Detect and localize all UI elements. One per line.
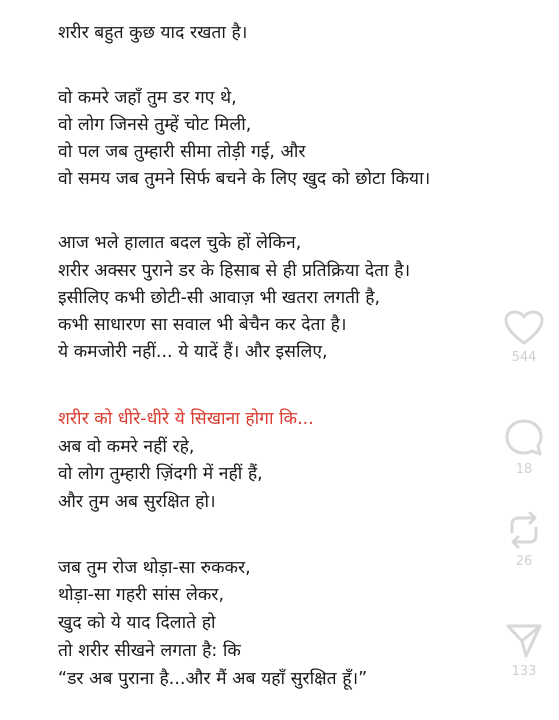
text-line: “डर अब पुराना है...और मैं अब यहाँ सुरक्षित हूँ।” <box>58 669 368 689</box>
text-line: कभी साधारण सा सवाल भी बेचैन कर देता है। <box>58 315 347 335</box>
text-line: शरीर अक्सर पुराने डर के हिसाब से ही प्रतिक्रिया देता है। <box>58 261 411 281</box>
text-line: थोड़ा-सा गहरी सांस लेकर, <box>58 585 225 605</box>
text-line: वो पल जब तुम्हारी सीमा तोड़ी गई, और <box>58 142 306 162</box>
text-line: अब वो कमरे नहीं रहे, <box>58 437 195 457</box>
text-line: वो लोग तुम्हारी ज़िंदगी में नहीं हैं, <box>58 464 263 484</box>
text-line: खुद को ये याद दिलाते हो <box>58 613 216 633</box>
heart-icon <box>504 310 544 346</box>
text-line: ये कमजोरी नहीं... ये यादें हैं। और इसलिए, <box>58 342 328 362</box>
text-line: और तुम अब सुरक्षित हो। <box>58 492 216 512</box>
text-line: इसीलिए कभी छोटी-सी आवाज़ भी खतरा लगती है, <box>58 288 381 308</box>
post-text <box>58 0 538 720</box>
text-line: वो कमरे जहाँ तुम डर गए थे, <box>58 88 237 108</box>
share-count: 133 <box>511 664 537 679</box>
share-button[interactable] <box>489 622 559 679</box>
action-rail <box>489 300 559 720</box>
send-icon <box>504 622 544 660</box>
text-line: वो लोग जिनसे तुम्हें चोट मिली, <box>58 115 252 135</box>
comment-icon <box>504 418 544 458</box>
repost-icon <box>504 510 544 550</box>
comment-button[interactable] <box>489 418 559 477</box>
repost-button[interactable] <box>489 510 559 569</box>
like-button[interactable] <box>489 310 559 365</box>
like-count: 544 <box>511 350 537 365</box>
text-line: शरीर बहुत कुछ याद रखता है। <box>58 23 248 43</box>
text-line: आज भले हालात बदल चुके हों लेकिन, <box>58 233 302 253</box>
highlight-line: शरीर को धीरे-धीरे ये सिखाना होगा कि... <box>58 409 314 429</box>
text-line: वो समय जब तुमने सिर्फ बचने के लिए खुद को छोटा किया। <box>58 169 431 189</box>
text-line: तो शरीर सीखने लगता है: कि <box>58 641 241 661</box>
repost-count: 26 <box>515 554 533 569</box>
comment-count: 18 <box>515 462 533 477</box>
text-line: जब तुम रोज थोड़ा-सा रुककर, <box>58 558 251 578</box>
